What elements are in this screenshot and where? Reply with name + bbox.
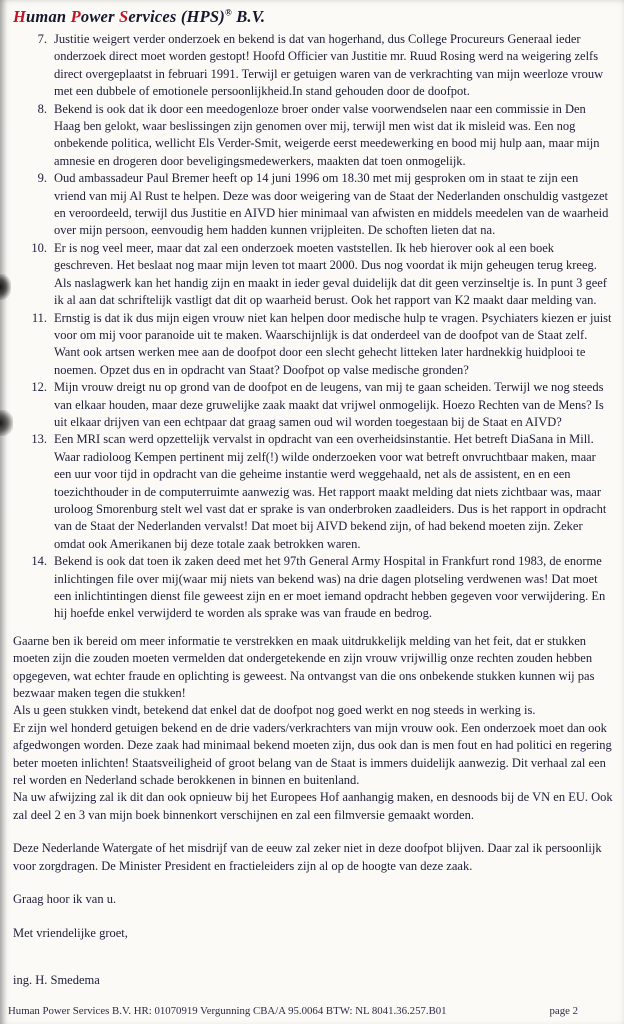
list-item-number: 9. [37, 171, 47, 186]
body-paragraphs [13, 633, 613, 824]
list-item [26, 310, 612, 380]
signature-name: ing. H. Smedema [13, 972, 100, 987]
closing-paragraph: Deze Nederlande Watergate of het misdrijf van de eeuw zal zeker niet in deze doofpot blijven. Daar zal ik persoonlijk voor zorgdragen. De Minister President en fractieleiders zijn al op de hoogte van deze zaak. [13, 841, 602, 873]
list-item-number: 10. [31, 240, 47, 255]
list-item-text: Bekend is ook dat toen ik zaken deed met het 97th General Army Hospital in Frankfurt rond 1983, de enorme inlichtingen file over mij(waar mij niets van bekend was) na drie dagen plotseling verdwenen was! Dat moet een inlichtintingen dienst file geweest zijn en er moet iemand opdracht hebben gegeven voor verwijdering. En hij hoefde enkel verwijderd te worden als sprake was van fraude en bedrog. [54, 554, 606, 621]
body-paragraph: Gaarne ben ik bereid om meer informatie te verstrekken en maak uitdrukkelijk melding van het feit, dat er stukken moeten zijn die zouden moeten vermelden dat ondergetekende en zijn vrouw vrijwillig onze rechten zouden hebben opgegeven, wat echter fraude en oplichting is geweest. Na ontvangst van die ons onbekende stukken kunnen wij pas bezwaar maken tegen die stukken! [13, 633, 595, 701]
brand-word: Power [70, 7, 120, 26]
request-line: Graag hoor ik van u. [13, 892, 117, 907]
list-item-text: Een MRI scan werd opzettelijk vervalst in opdracht van een overheidsinstantie. Het betreft DiaSana in Mill. Waar radioloog Kempen pertinent mij zelf(!) wilde onderzoeken voor wat betreft onvruchtbaar maken, maar een uur voor tijd in opdracht van die geheime instantie werd weggehaald, net als de assistent, en en een toezichthouder in de computerruimte aanwezig was. Het rapport maakt melding dat niets zichtbaar was, maar uroloog Smorenburg stelt wel vast dat er sprake is van onderbroken zaadleiders. Dus is het rapport in opdracht van de Staat der Nederlanden vervalst! Dat moet bij AIVD bekend zijn, of had bekend moeten zijn. Zeker omdat ook Amerikanen bij deze totale zaak betrokken waren. [54, 432, 607, 551]
list-item [26, 431, 612, 553]
body-paragraph: Er zijn wel honderd getuigen bekend en de drie vaders/verkrachters van mijn vrouw ook. Een onderzoek moet dan ook afgedwongen worden. Deze zaak had minimaal bekend moeten zijn, dus ook dan is men fout en had politici en regering beter moeten inlichten! Staatsveiligheid of groot belang van de Staat is immers duidelijk aanwezig. Dit verhaal zal een rel worden en Nederland schade berokkenen in binnen en buitenland. [13, 720, 612, 788]
list-item-number: 12. [31, 380, 47, 395]
list-item-number: 8. [37, 101, 47, 116]
scan-smudge [0, 410, 13, 436]
page-footer [8, 1005, 610, 1017]
list-item [26, 240, 612, 310]
list-item-text: Justitie weigert verder onderzoek en bekend is dat van hogerhand, dus College Procureurs Generaal ieder onderzoek direct moet worden gestopt! Hoofd Officier van Justitie mr. Ruud Rosing werd na weigering zelfs direct overgeplaatst in februari 1991. Terwijl er getuigen waren van de verkrachting van mijn weerloze vrouw met een dubbele of emotionele persoonlijkheid.In stand gehouden door de doofpot. [54, 32, 604, 99]
body-paragraph: Als u geen stukken vindt, betekend dat enkel dat de doofpot nog goed werkt en nog steeds in werking is. [13, 703, 536, 718]
brand-word: Services [119, 7, 181, 26]
company-brand: Human Power Services (HPS)® B.V. [13, 7, 266, 26]
list-item-text: Er is nog veel meer, maar dat zal een onderzoek moeten vaststellen. Ik heb hierover ook al een boek geschreven. Het beslaat nog maar mijn leven tot maart 2000. Dus nog voordat ik mijn geheugen terug kreeg. Als naslagwerk kan het handig zijn en maakt in ieder geval duidelijk dat dit geen verzinseltje is. In punt 3 geef ik al aan dat schriftelijk vastligt dat dit op waarheid berust. Ook het rapport van K2 maakt daar melding van. [54, 240, 607, 308]
list-item-text: Bekend is ook dat ik door een meedogenloze broer onder valse voorwendselen naar een commissie in Den Haag ben gelokt, waar beslissingen zijn genomen over mij, terwijl men wist dat ik misleid was. Een nog onbekende politica, wellicht Els Verder-Smit, weigerde eerst meedewerking en bood mij hulp aan, maar mijn amnesie en drogeren door beveligingsmedewerkers, maakten dat toen onmogelijk. [54, 101, 600, 168]
list-item-number: 14. [31, 554, 47, 569]
numbered-list [26, 31, 612, 623]
footer-company-info: Human Power Services B.V. HR: 01070919 Vergunning CBA/A 95.0064 BTW: NL 8041.36.257.B01 [8, 1005, 447, 1017]
list-item [26, 553, 612, 623]
body-paragraph: Na uw afwijzing zal ik dit dan ook opnieuw bij het Europees Hof aanhangig maken, en desnoods bij de VN en EU. Ook zal deel 2 en 3 van mijn boek binnenkort verschijnen en zal een filmversie gemaakt worden. [13, 790, 613, 822]
page-number: page 2 [549, 1005, 578, 1017]
list-item-number: 7. [37, 32, 47, 46]
scan-smudge [0, 274, 11, 300]
list-item-text: Ernstig is dat ik dus mijn eigen vrouw niet kan helpen door medische hulp te vragen. Psychiaters kiezen er juist voor om mij voor paranoide uit te maken. Waarschijnlijk is dat onderdeel van de doofpot van de Staat zelf. Want ook artsen werken mee aan de doofpot door een slecht gehecht litteken later hardnekkig huidplooi te noemen. Opzet dus en in opdracht van Staat? Doofpot op valse medische gronden? [54, 310, 612, 377]
brand-word: Human [13, 7, 71, 26]
list-item [26, 379, 612, 431]
list-item-text: Mijn vrouw dreigt nu op grond van de doofpot en de leugens, van mij te gaan scheiden. Terwijl we nog steeds van elkaar houden, maar deze gruwelijke zaak maakt dat vrijwel onmogelijk. Hoezo Rechten van de Mens? Is uit elkaar drijven van een echtpaar dat graag samen oud wil worden toegestaan bij de Staat en AIVD? [54, 380, 604, 429]
salutation-line: Met vriendelijke groet, [13, 925, 128, 940]
list-item-number: 13. [31, 432, 47, 447]
list-item [26, 101, 612, 171]
list-item-text: Oud ambassadeur Paul Bremer heeft op 14 juni 1996 om 18.30 met mij gesproken om in staat te zijn een vriend van mij Al Rust te helpen. Deze was door weigering van de Staat der Nederlanden onschuldig vastgezet en veroordeeld, terwijl dus Justitie en AIVD hier minimaal van afwisten en middels meedelen van de waarheid over mijn persoon, eenvoudig hem hadden kunnen vrijpleiten. De schoften lieten dat na. [54, 171, 609, 238]
scan-edge-shadow [0, 0, 7, 1024]
list-item [26, 170, 612, 240]
list-item-number: 11. [31, 310, 47, 325]
list-item [26, 31, 612, 101]
